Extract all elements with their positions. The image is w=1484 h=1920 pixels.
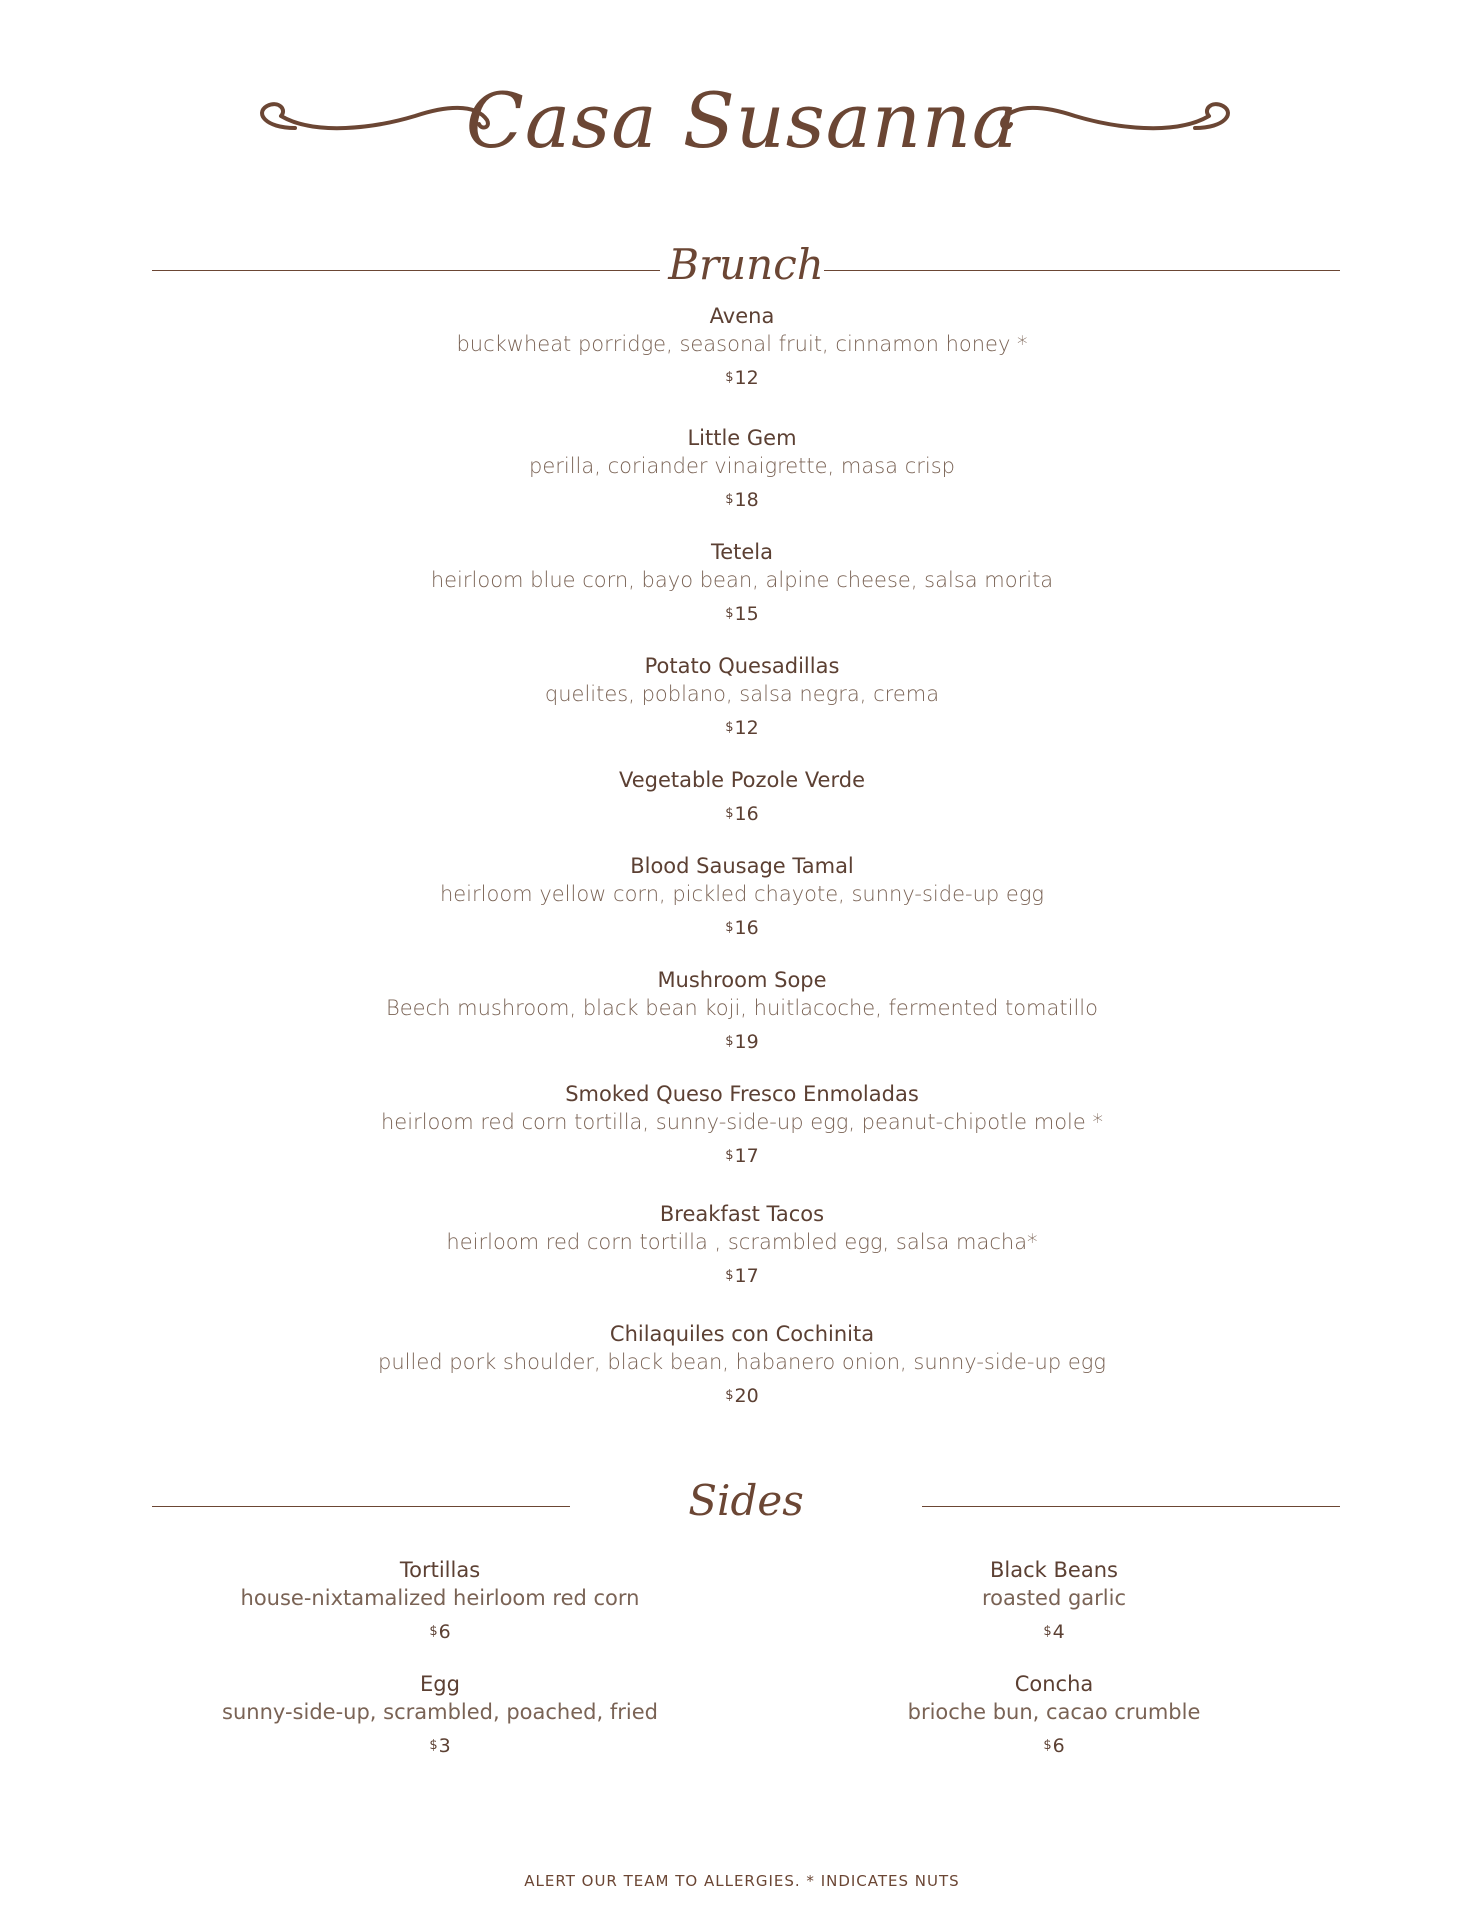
menu-item xyxy=(140,1556,740,1646)
brunch-section-heading xyxy=(152,240,1340,300)
item-name: Tortillas xyxy=(399,1558,481,1582)
allergy-note: ALERT OUR TEAM TO ALLERGIES. * INDICATES NUTS xyxy=(524,1872,960,1890)
item-description: brioche bun, cacao crumble xyxy=(907,1700,1201,1724)
currency-symbol: $ xyxy=(725,1268,734,1283)
brunch-heading: Brunch xyxy=(668,240,824,289)
divider xyxy=(824,270,1340,271)
item-name: Potato Quesadillas xyxy=(644,654,840,678)
currency-symbol: $ xyxy=(725,606,734,621)
currency-symbol: $ xyxy=(1043,1738,1052,1753)
menu-item xyxy=(0,1320,1484,1410)
item-name: Tetela xyxy=(710,540,774,564)
menu-item xyxy=(754,1556,1354,1646)
item-description: pulled pork shoulder, black bean, habanero onion, sunny-side-up egg xyxy=(378,1350,1106,1374)
menu-item xyxy=(0,424,1484,514)
item-description: Beech mushroom, black bean koji, huitlacoche, fermented tomatillo xyxy=(386,996,1098,1020)
sides-section-heading xyxy=(152,1476,1340,1536)
price-value: 18 xyxy=(734,489,759,511)
price-value: 16 xyxy=(734,917,759,939)
right-flourish-icon xyxy=(995,88,1235,148)
menu-item xyxy=(0,966,1484,1056)
item-price xyxy=(0,800,1484,828)
price-value: 15 xyxy=(734,603,759,625)
price-value: 20 xyxy=(734,1385,759,1407)
currency-symbol: $ xyxy=(725,920,734,935)
price-value: 3 xyxy=(438,1735,451,1757)
item-name: Breakfast Tacos xyxy=(659,1202,825,1226)
item-price xyxy=(0,600,1484,628)
item-price xyxy=(140,1732,740,1760)
item-description: perilla, coriander vinaigrette, masa crisp xyxy=(528,454,955,478)
item-price xyxy=(0,1262,1484,1290)
menu-item xyxy=(754,1670,1354,1760)
item-price xyxy=(0,914,1484,942)
menu-item xyxy=(0,302,1484,392)
item-description: heirloom yellow corn, pickled chayote, sunny-side-up egg xyxy=(439,882,1045,906)
item-description: heirloom red corn tortilla , scrambled egg, salsa macha* xyxy=(446,1230,1038,1254)
currency-symbol: $ xyxy=(725,1034,734,1049)
price-value: 6 xyxy=(1052,1735,1065,1757)
item-price xyxy=(0,1028,1484,1056)
item-price xyxy=(0,1382,1484,1410)
menu-item xyxy=(0,852,1484,942)
menu-item xyxy=(140,1670,740,1760)
currency-symbol: $ xyxy=(725,370,734,385)
item-price xyxy=(140,1618,740,1646)
item-price xyxy=(754,1732,1354,1760)
price-value: 6 xyxy=(438,1621,451,1643)
price-value: 17 xyxy=(734,1265,759,1287)
divider xyxy=(922,1506,1340,1507)
item-name: Egg xyxy=(420,1672,460,1696)
sides-heading: Sides xyxy=(688,1476,804,1525)
item-name: Blood Sausage Tamal xyxy=(630,854,854,878)
price-value: 4 xyxy=(1052,1621,1065,1643)
price-value: 19 xyxy=(734,1031,759,1053)
item-description: quelites, poblano, salsa negra, crema xyxy=(544,682,940,706)
item-name: Smoked Queso Fresco Enmoladas xyxy=(565,1082,919,1106)
price-value: 17 xyxy=(734,1145,759,1167)
currency-symbol: $ xyxy=(725,1148,734,1163)
item-price xyxy=(0,486,1484,514)
price-value: 12 xyxy=(734,367,759,389)
item-description: roasted garlic xyxy=(981,1586,1127,1610)
restaurant-name: Casa Susanna xyxy=(465,76,1019,165)
currency-symbol: $ xyxy=(725,720,734,735)
item-name: Avena xyxy=(709,304,775,328)
menu-item xyxy=(0,538,1484,628)
item-name: Concha xyxy=(1014,1672,1094,1696)
currency-symbol: $ xyxy=(725,492,734,507)
price-value: 16 xyxy=(734,803,759,825)
menu-item xyxy=(0,1200,1484,1290)
item-description: heirloom blue corn, bayo bean, alpine cheese, salsa morita xyxy=(430,568,1054,592)
currency-symbol: $ xyxy=(1043,1624,1052,1639)
item-description: buckwheat porridge, seasonal fruit, cinnamon honey * xyxy=(456,332,1028,356)
currency-symbol: $ xyxy=(725,1388,734,1403)
item-price xyxy=(0,714,1484,742)
item-name: Vegetable Pozole Verde xyxy=(618,768,865,792)
currency-symbol: $ xyxy=(725,806,734,821)
header xyxy=(0,70,1484,180)
item-description: heirloom red corn tortilla, sunny-side-up egg, peanut-chipotle mole * xyxy=(381,1110,1103,1134)
menu-item xyxy=(0,1080,1484,1170)
price-value: 12 xyxy=(734,717,759,739)
menu-item xyxy=(0,766,1484,828)
item-description: house-nixtamalized heirloom red corn xyxy=(240,1586,640,1610)
item-name: Chilaquiles con Cochinita xyxy=(609,1322,875,1346)
item-name: Black Beans xyxy=(990,1558,1118,1582)
item-price xyxy=(754,1618,1354,1646)
item-price xyxy=(0,1142,1484,1170)
item-description: sunny-side-up, scrambled, poached, fried xyxy=(222,1700,658,1724)
menu-item xyxy=(0,652,1484,742)
currency-symbol: $ xyxy=(429,1738,438,1753)
currency-symbol: $ xyxy=(429,1624,438,1639)
item-name: Mushroom Sope xyxy=(657,968,827,992)
item-price xyxy=(0,364,1484,392)
item-name: Little Gem xyxy=(687,426,797,450)
